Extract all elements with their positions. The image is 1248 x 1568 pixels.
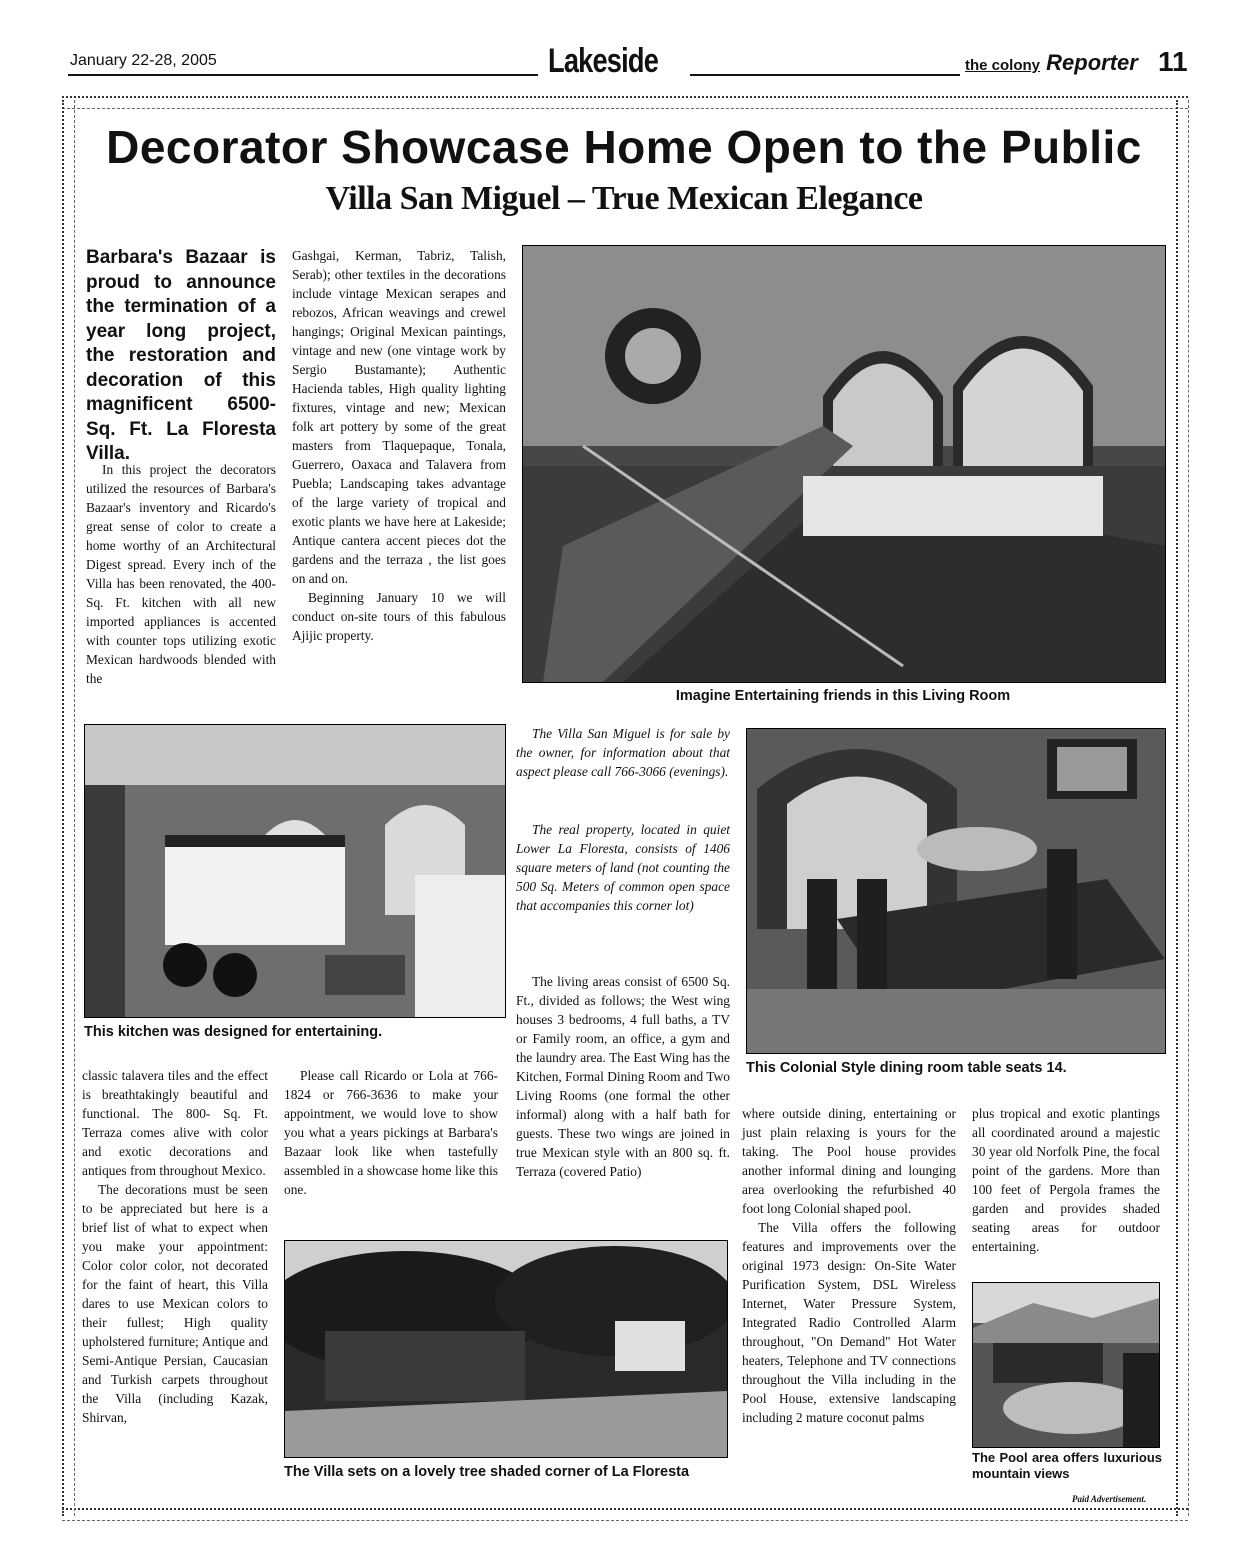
sale-notice [516, 724, 730, 781]
paragraph: The Villa San Miguel is for sale by the owner, for information about that aspect please call 766-3066 (evenings). [516, 726, 730, 779]
header-rule-mid [690, 74, 960, 76]
column-1-bottom [82, 1066, 268, 1427]
border-bottom [62, 1508, 1188, 1521]
kitchen-photo [84, 724, 506, 1018]
column-1-top [86, 460, 276, 688]
column-5 [972, 1104, 1160, 1256]
paragraph: The decorations must be seen to be appreciated but here is a brief list of what to expect when you make your appointment: Color color color, not decorated for the faint of heart, this Villa dares to use Mexican colors to their fullest; High quality upholstered furniture; Antique and Semi-Antique Persian, Caucasian and Turkish carpets throughout the Villa (including Kazak, Shirvan, [82, 1182, 268, 1425]
pool-photo [972, 1282, 1160, 1448]
living-room-image [523, 246, 1165, 682]
property-notice [516, 820, 730, 915]
border-right [1176, 100, 1189, 1516]
pool-image [973, 1283, 1159, 1447]
subheadline: Villa San Miguel – True Mexican Elegance [325, 180, 923, 217]
paragraph: The living areas consist of 6500 Sq. Ft., divided as follows; the West wing houses 3 bedrooms, 4 full baths, a TV or Family room, an office, a gym and the laundry area. The East Wing has the Kitchen, Formal Dining Room and Two Living Rooms (one formal the other informal) along with a half bath for guests. These two wings are joined in true Mexican style with an 800 sq. ft. Terraza (covered Patio) [516, 974, 730, 1179]
paragraph: In this project the decorators utilized the resources of Barbara's Bazaar's inventory and Ricardo's great sense of color to create a home worthy of an Architectural Digest spread. Every inch of the Villa has been renovated, the 400- Sq. Ft. kitchen with all new imported appliances is accented with counter tops utilizing exotic Mexican hardwoods blended with the [86, 462, 276, 686]
headline: Decorator Showcase Home Open to the Public [106, 121, 1142, 173]
paragraph: The Villa offers the following features and improvements over the original 1973 design: On-Site Water Purification System, DSL Wireless Internet, Water Pressure System, Integrated Radio Controlled Alarm throughout, "On Demand" Hot Water heaters, Telephone and TV connections throughout the Villa including in the Pool House, extensive landscaping including 2 mature coconut palms [742, 1220, 956, 1425]
paragraph: classic talavera tiles and the effect is breathtakingly beautiful and functional. The 800- Sq. Ft. Terraza comes alive with color and exotic decorations and antiques from throughout Mexico. [82, 1068, 268, 1178]
kitchen-caption: This kitchen was designed for entertaining. [84, 1024, 383, 1040]
pool-caption: The Pool area offers luxurious mountain views [972, 1450, 1162, 1481]
villa-caption: The Villa sets on a lovely tree shaded corner of La Floresta [284, 1464, 690, 1480]
border-top [62, 96, 1188, 109]
paragraph: plus tropical and exotic plantings all coordinated around a majestic 30 year old Norfolk Pine, the focal point of the gardens. More than 100 feet of Pergola frames the garden and provides shaded seating areas for outdoor entertaining. [972, 1106, 1160, 1254]
paid-advertisement-label: Paid Advertisement. [1072, 1494, 1147, 1504]
living-room-photo [522, 245, 1166, 683]
living-room-caption: Imagine Entertaining friends in this Living Room [675, 688, 1011, 704]
column-2-top [292, 246, 506, 645]
paragraph: The real property, located in quiet Lower La Floresta, consists of 1406 square meters of land (not counting the 500 Sq. Meters of common open space that accompanies this corner lot) [516, 822, 730, 913]
living-areas-text [516, 972, 730, 1181]
column-2-bottom [284, 1066, 498, 1199]
villa-exterior-image [285, 1241, 727, 1457]
villa-exterior-photo [284, 1240, 728, 1458]
lead-paragraph: Barbara's Bazaar is proud to announce the termination of a year long project, the restoration and decoration of this magnificent 6500-Sq. Ft. La Floresta Villa. [86, 247, 276, 464]
publication-title: Reporter [1046, 50, 1138, 75]
border-left [62, 100, 75, 1516]
publication-prefix: the colony [965, 57, 1041, 74]
section-title: Lakeside [548, 42, 659, 80]
dining-room-photo [746, 728, 1166, 1054]
page-number: 11 [1158, 46, 1188, 77]
column-4 [742, 1104, 956, 1427]
paragraph: where outside dining, entertaining or just plain relaxing is yours for the taking. The Pool house provides another informal dining and lounging area overlooking the refurbished 40 foot long Colonial shaped pool. [742, 1106, 956, 1216]
publication-name [965, 50, 1138, 76]
dining-room-image [747, 729, 1165, 1053]
paragraph: Gashgai, Kerman, Tabriz, Talish, Serab); other textiles in the decorations include vintage Mexican serapes and rebozos, African weavings and crewel hangings; Original Mexican paintings, vintage and new (one vintage work by Sergio Bustamante); Authentic Hacienda tables, High quality lighting fixtures, vintage and new; Mexican folk art pottery by some of the great masters from Tlaquepaque, Tonala, Guerrero, Oaxaca and Talavera from Puebla; Landscaping takes advantage of the large variety of tropical and exotic plants we have here at Lakeside; Antique cantera accent pieces dot the gardens and the terraza , the list goes on and on. [292, 248, 506, 586]
paragraph: Please call Ricardo or Lola at 766-1824 or 766-3636 to make your appointment, we would love to show you what a years pickings at Barbara's Bazaar look like when tastefully assembled in a showcase home like this one. [284, 1068, 498, 1197]
issue-date: January 22-28, 2005 [70, 52, 217, 69]
dining-room-caption: This Colonial Style dining room table seats 14. [746, 1060, 1067, 1076]
header-rule-left [68, 74, 538, 76]
kitchen-image [85, 725, 505, 1017]
paragraph: Beginning January 10 we will conduct on-site tours of this fabulous Ajijic property. [292, 590, 506, 643]
